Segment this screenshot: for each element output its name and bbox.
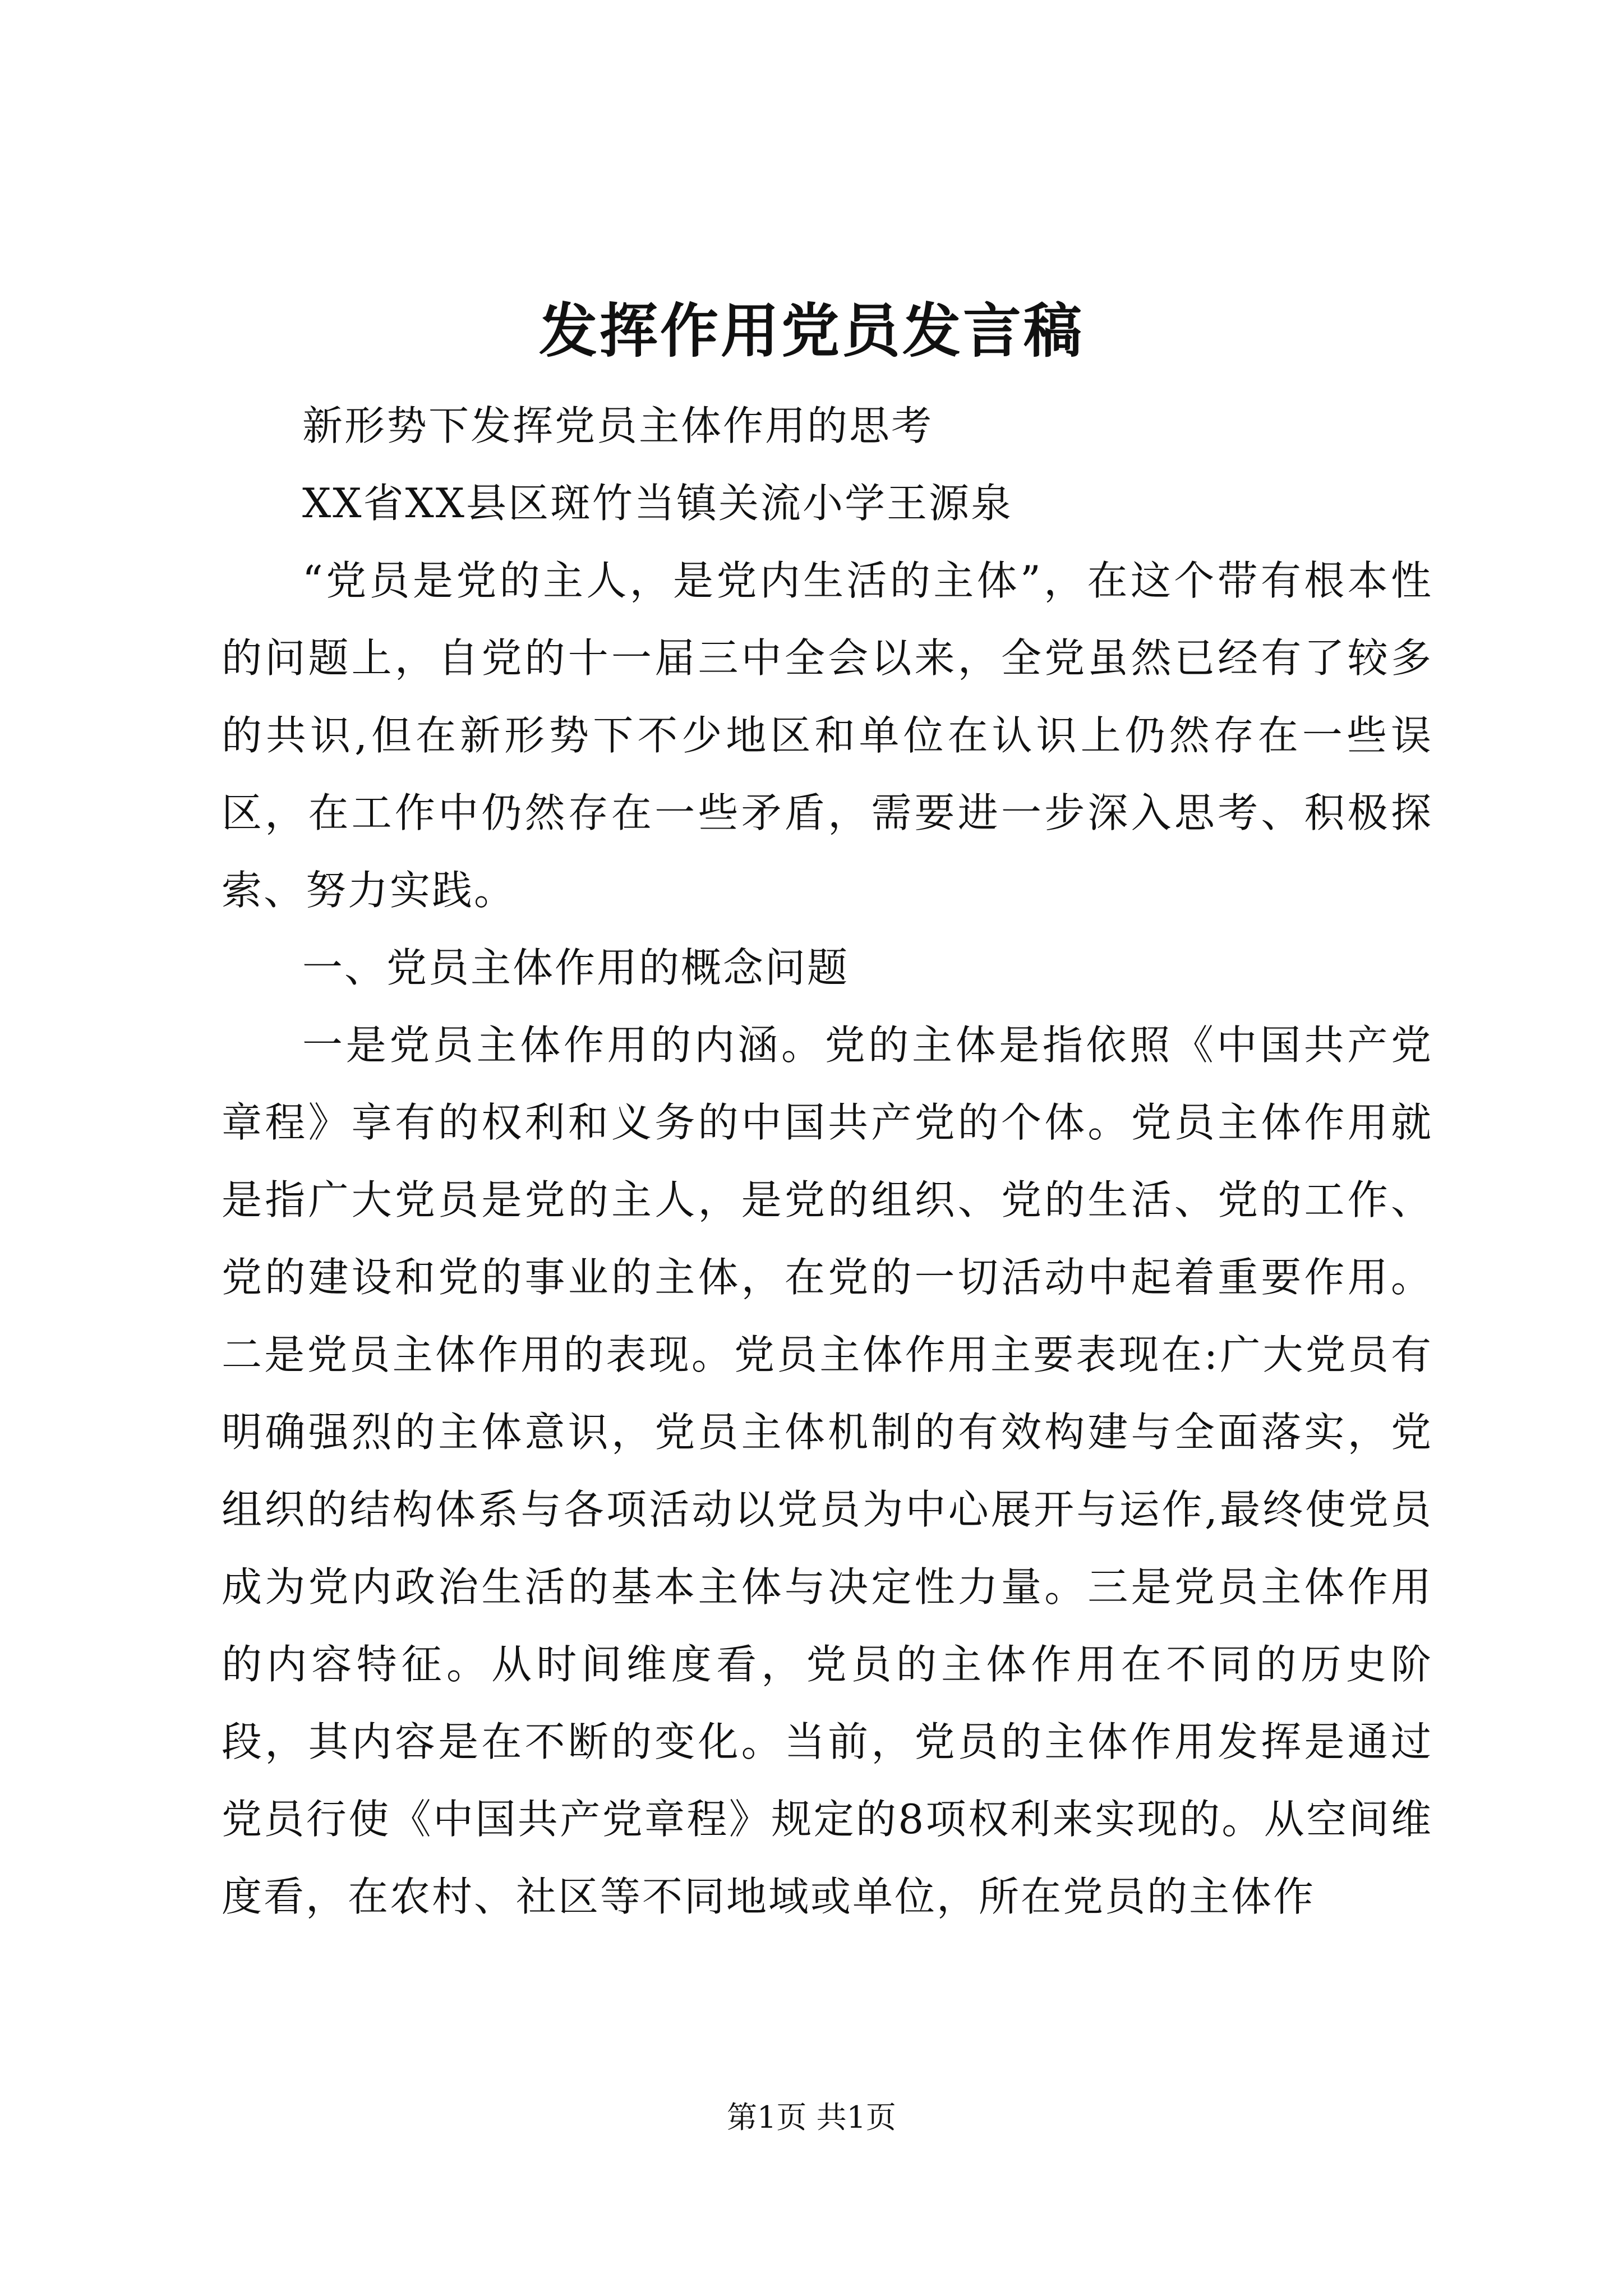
subtitle-paragraph: 新形势下发挥党员主体作用的思考 xyxy=(302,402,934,449)
section-heading: 一、党员主体作用的概念问题 xyxy=(302,944,850,991)
intro-paragraph: “党员是党的主人，是党内生活的主体”，在这个带有根本性的问题上，自党的十一届三中全会以来，全党虽然已经有了较多的共识,但在新形势下不少地区和单位在认识上仍然存在一些误区，在工作中仍然存在一些矛盾，需要进一步深入思考、积极探索、努力实践。 xyxy=(222,557,1433,914)
document-title: 发挥作用党员发言稿 xyxy=(538,296,1084,365)
page-footer: 第1页 共1页 xyxy=(727,2100,896,2135)
content-paragraph: 一是党员主体作用的内涵。党的主体是指依照《中国共产党章程》享有的权利和义务的中国共产党的个体。党员主体作用就是指广大党员是党的主人，是党的组织、党的生活、党的工作、党的建设和党的事业的主体，在党的一切活动中起着重要作用。二是党员主体作用的表现。党员主体作用主要表现在:广大党员有明确强烈的主体意识，党员主体机制的有效构建与全面落实，党组织的结构体系与各项活动以党员为中心展开与运作,最终使党员成为党内政治生活的基本主体与决定性力量。三是党员主体作用的内容特征。从时间维度看，党员的主体作用在不同的历史阶段，其内容是在不断的变化。当前，党员的主体作用发挥是通过党员行使《中国共产党章程》规定的8项权利来实现的。从空间维度看，在农村、社区等不同地域或单位，所在党员的主体作 xyxy=(222,1022,1433,1920)
author-paragraph: XX省XX县区斑竹当镇关流小学王源泉 xyxy=(302,480,1013,527)
document-body xyxy=(222,387,1433,1935)
